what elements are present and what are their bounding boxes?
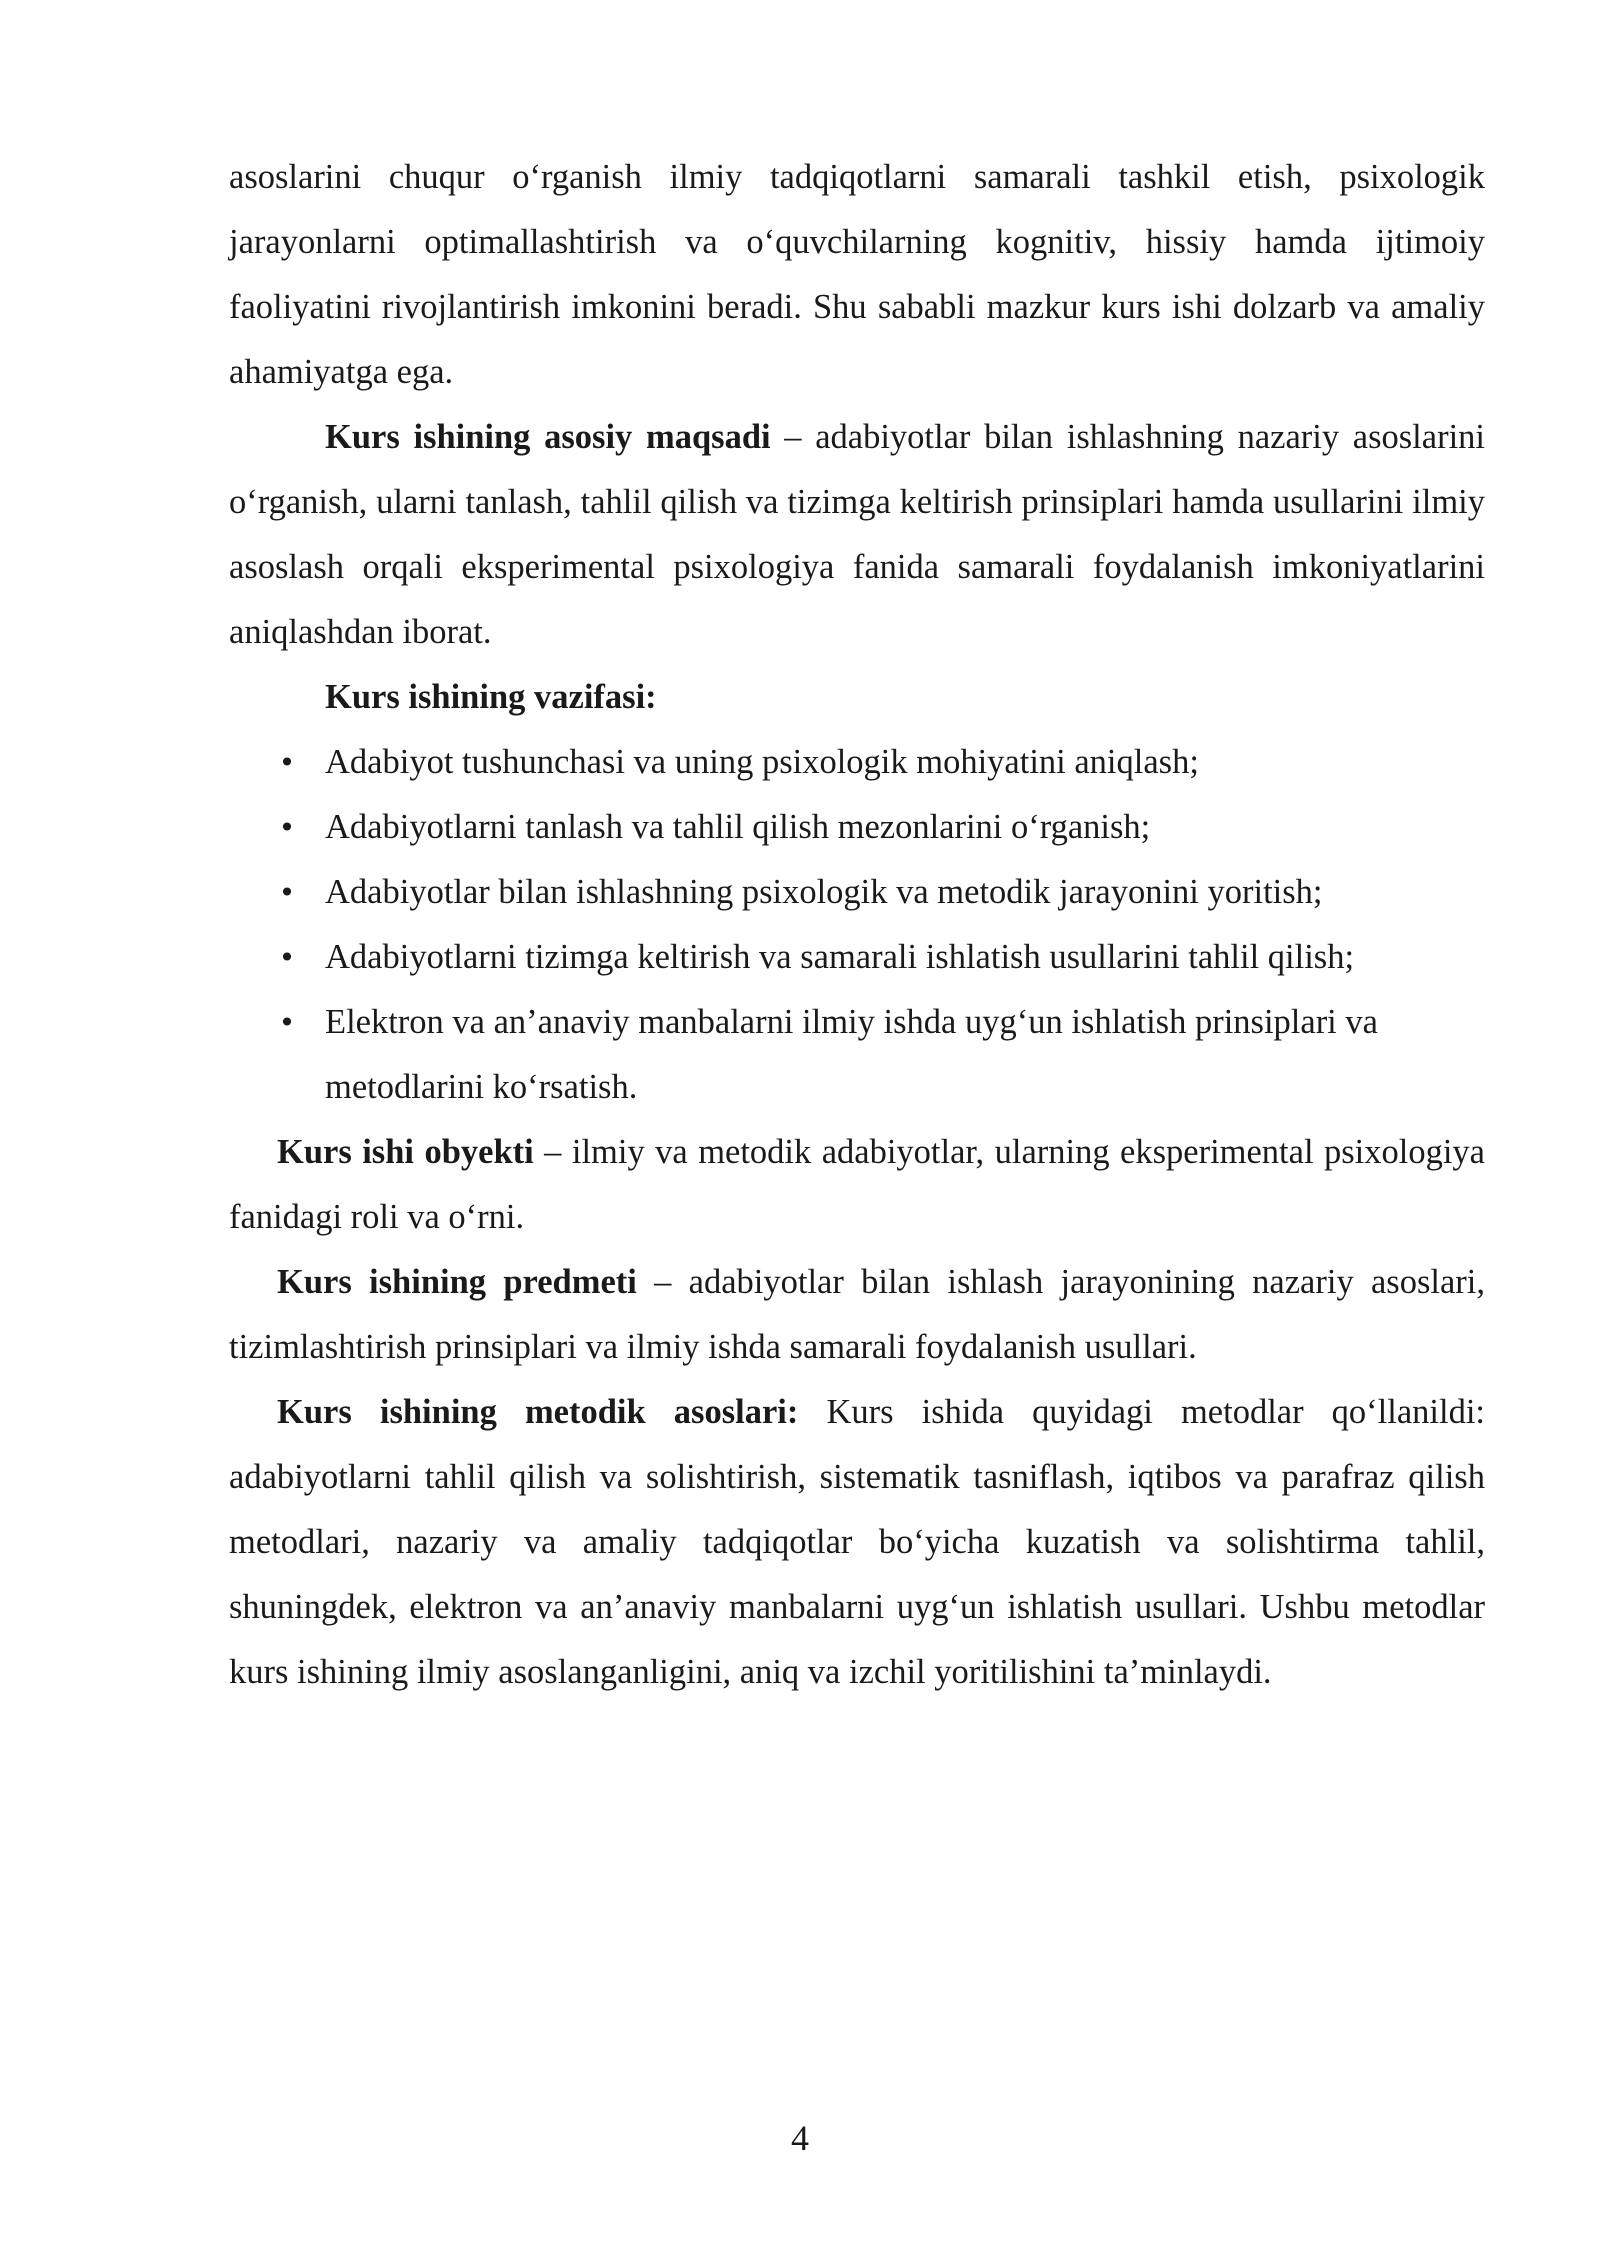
subject-text: – adabiyotlar bilan ishlash jarayonining nazariy asoslari, tizimlashtirish prinsiplari va ilmiy ishda samarali foydalanish usullari. (229, 1263, 1485, 1366)
methods-text: Kurs ishida quyidagi metodlar qo‘llanildi: adabiyotlarni tahlil qilish va solishtirish, sistematik tasniflash, iqtibos va parafraz qilish metodlari, nazariy va amaliy tadqiqotlar bo‘yicha kuzatish va solishtirma tahlil, shuningdek, elektron va an’anaviy manbalarni uyg‘un ishlatish usullari. Ushbu metodlar kurs ishining ilmiy asoslanganligini, aniq va izchil yoritilishini ta’minlaydi. (229, 1393, 1485, 1691)
bullet-icon: • (278, 941, 296, 974)
page-number: 4 (791, 2118, 809, 2158)
tasks-heading (229, 665, 1485, 730)
list-item-text: Adabiyot tushunchasi va uning psixologik mohiyatini aniqlash; (325, 743, 1199, 781)
bullet-icon: • (278, 746, 296, 779)
list-item (229, 730, 1485, 795)
list-item (229, 795, 1485, 860)
intro-paragraph: asoslarini chuqur o‘rganish ilmiy tadqiqotlarni samarali tashkil etish, psixologik jarayonlarni optimallashtirish va o‘quvchilarning kognitiv, hissiy hamda ijtimoiy faoliyatini rivojlantirish imkonini beradi. Shu sababli mazkur kurs ishi dolzarb va amaliy ahamiyatga ega. (229, 158, 1485, 391)
tasks-list (229, 730, 1485, 1120)
list-item (229, 860, 1485, 925)
list-item (229, 925, 1485, 990)
list-item-text: Elektron va an’anaviy manbalarni ilmiy ishda uyg‘un ishlatish prinsiplari va metodlarini ko‘rsatish. (325, 1003, 1378, 1106)
goal-paragraph (229, 405, 1485, 665)
list-item (229, 990, 1485, 1120)
list-item-text: Adabiyotlarni tizimga keltirish va samarali ishlatish usullarini tahlil qilish; (325, 938, 1355, 976)
bullet-icon: • (278, 876, 296, 909)
object-label: Kurs ishi obyekti (277, 1133, 534, 1171)
object-paragraph (229, 1120, 1485, 1250)
goal-label: Kurs ishining asosiy maqsadi (325, 418, 771, 456)
list-item-text: Adabiyotlarni tanlash va tahlil qilish mezonlarini o‘rganish; (325, 808, 1151, 846)
goal-text: – adabiyotlar bilan ishlashning nazariy asoslarini o‘rganish, ularni tanlash, tahlil qilish va tizimga keltirish prinsiplari hamda usullarini ilmiy asoslash orqali eksperimental psixologiya fanida samarali foydalanish imkoniyatlarini aniqlashdan iborat. (229, 418, 1485, 651)
subject-paragraph (229, 1250, 1485, 1380)
document-page (229, 145, 1485, 1705)
bullet-icon: • (278, 1006, 296, 1039)
object-text: – ilmiy va metodik adabiyotlar, ularning eksperimental psixologiya fanidagi roli va o‘rni. (229, 1133, 1485, 1236)
tasks-heading-label: Kurs ishining vazifasi: (325, 678, 657, 716)
list-item-text: Adabiyotlar bilan ishlashning psixologik va metodik jarayonini yoritish; (325, 873, 1323, 911)
methods-paragraph (229, 1380, 1485, 1705)
methods-label: Kurs ishining metodik asoslari: (277, 1393, 799, 1431)
bullet-icon: • (278, 811, 296, 844)
subject-label: Kurs ishining predmeti (277, 1263, 637, 1301)
